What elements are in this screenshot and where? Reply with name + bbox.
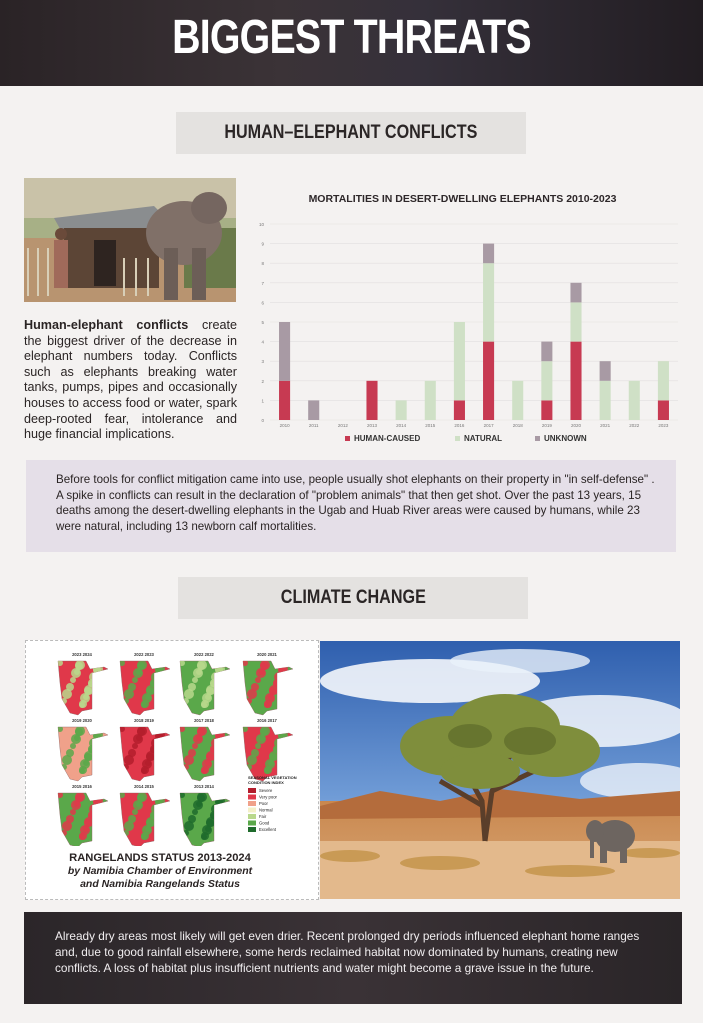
title-banner <box>0 0 703 86</box>
map-year-label: 2016 2017 <box>257 718 277 723</box>
map-year-label: 2014 2015 <box>134 784 154 789</box>
x-tick-label: 2022 <box>629 423 640 428</box>
legend-label: NATURAL <box>464 434 503 443</box>
y-tick-label: 1 <box>261 398 264 404</box>
bar-natural-2015 <box>425 381 436 420</box>
legend-label: UNKNOWN <box>544 434 587 443</box>
legend-swatch <box>248 827 256 832</box>
map-year-label: 2019 2020 <box>72 718 92 723</box>
x-tick-label: 2014 <box>396 423 407 428</box>
legend-title: CONDITION INDEX <box>248 780 284 785</box>
page-title: BIGGEST THREATS <box>172 11 531 64</box>
y-tick-label: 6 <box>261 300 264 306</box>
y-tick-label: 2 <box>261 378 264 384</box>
bar-human-caused-2013 <box>366 381 377 420</box>
rangeland-map <box>119 718 170 781</box>
vegetation-index-legend <box>248 775 297 832</box>
legend-label: Fair <box>259 814 267 820</box>
bar-unknown-2011 <box>308 400 319 420</box>
x-tick-label: 2020 <box>570 423 582 428</box>
rangeland-map <box>57 784 108 846</box>
rangeland-map <box>242 652 293 715</box>
intro-rest: create the biggest driver of the decrease in elephant numbers today. Conflicts such as elephants breaking water tanks, pumps, pipes and occasionally houses to access food or water, spark deep-rooted fear, intolerance and huge financial implications. <box>24 318 237 442</box>
chart-y-ticks <box>259 222 265 423</box>
bar-natural-2021 <box>600 381 611 420</box>
x-tick-label: 2010 <box>279 423 290 428</box>
x-tick-label: 2018 <box>512 423 523 428</box>
chart-title: MORTALITIES IN DESERT-DWELLING ELEPHANTS 2010-2023 <box>308 193 617 205</box>
x-tick-label: 2013 <box>366 423 378 428</box>
legend-swatch <box>248 801 256 806</box>
legend-swatch <box>248 788 256 793</box>
y-tick-label: 10 <box>258 222 264 227</box>
rangeland-map <box>179 718 230 781</box>
desert-tree-elephant-photo <box>320 641 680 899</box>
y-tick-label: 9 <box>261 241 264 247</box>
y-tick-label: 8 <box>261 261 264 267</box>
x-tick-label: 2023 <box>658 423 669 428</box>
rangeland-map <box>119 784 170 846</box>
legend-label: Excellent <box>259 827 276 833</box>
bar-unknown-2021 <box>600 361 611 381</box>
intro-paragraph <box>24 318 237 443</box>
section-heading-climate <box>178 577 528 619</box>
bar-natural-2023 <box>658 361 669 400</box>
map-year-label: 2020 2021 <box>257 652 277 657</box>
section-heading-conflicts <box>176 112 526 154</box>
bar-human-caused-2016 <box>454 400 465 420</box>
legend-label: Severe <box>259 788 273 794</box>
rangeland-map <box>179 652 230 715</box>
x-tick-label: 2017 <box>483 423 494 428</box>
bar-natural-2022 <box>629 381 640 420</box>
bar-human-caused-2017 <box>483 342 494 420</box>
x-tick-label: 2012 <box>337 423 348 428</box>
section-title-climate: CLIMATE CHANGE <box>280 587 426 608</box>
rangeland-map <box>57 652 108 715</box>
y-tick-label: 7 <box>261 280 264 286</box>
map-year-label: 2022 2022 <box>194 652 214 657</box>
rangeland-map <box>242 718 293 781</box>
legend-swatch <box>248 814 256 819</box>
legend-swatch <box>248 821 256 826</box>
legend-swatch <box>345 436 350 441</box>
bar-natural-2020 <box>570 302 581 341</box>
chart-bars <box>279 244 669 420</box>
x-tick-label: 2019 <box>541 423 552 428</box>
bar-human-caused-2010 <box>279 381 290 420</box>
legend-title: SEASONAL VEGETATION <box>248 775 297 780</box>
intro-bold: Human-elephant conflicts <box>24 318 189 332</box>
rangeland-map <box>179 784 230 846</box>
x-tick-label: 2015 <box>425 423 436 428</box>
legend-swatch <box>248 808 256 813</box>
legend-swatch <box>455 436 460 441</box>
bar-natural-2019 <box>541 361 552 400</box>
bar-natural-2017 <box>483 263 494 341</box>
map-year-label: 2018 2019 <box>134 718 154 723</box>
elephant-house-photo <box>24 178 236 302</box>
conflict-summary-text: Before tools for conflict mitigation came into use, people usually shot elephants on their property in "in self-defense" . A spike in conflicts can result in the declaration of "problem animals" that then get shot. Over the past 13 years, 15 deaths among the desert-dwelling elephants in the Ugab and Huab River areas were caused by humans, while 23 were natural, including 13 newborn calf mortalities. <box>56 473 655 533</box>
bar-unknown-2010 <box>279 322 290 381</box>
bar-unknown-2019 <box>541 342 552 362</box>
bar-human-caused-2019 <box>541 400 552 420</box>
map-year-label: 2023 2024 <box>72 652 92 657</box>
y-tick-label: 3 <box>261 359 264 365</box>
map-year-label: 2013 2014 <box>194 784 214 789</box>
x-tick-label: 2011 <box>308 423 319 428</box>
bar-natural-2018 <box>512 381 523 420</box>
y-tick-label: 4 <box>261 339 264 345</box>
legend-swatch <box>535 436 540 441</box>
bar-human-caused-2023 <box>658 400 669 420</box>
bar-unknown-2020 <box>570 283 581 303</box>
legend-label: Normal <box>259 807 273 813</box>
mortality-chart <box>250 210 680 455</box>
bar-unknown-2017 <box>483 244 494 264</box>
legend-label: Very poor <box>259 794 277 800</box>
rangeland-map <box>119 652 170 715</box>
y-tick-label: 0 <box>261 418 264 423</box>
legend-label: Poor <box>259 801 268 807</box>
bar-natural-2014 <box>396 400 407 420</box>
caption-line-2: and Namibia Rangelands Status <box>80 878 240 890</box>
bar-natural-2016 <box>454 322 465 400</box>
map-year-label: 2017 2018 <box>194 718 214 723</box>
y-tick-label: 5 <box>261 320 264 325</box>
climate-summary-text: Already dry areas most likely will get even drier. Recent prolonged dry periods influenced elephant home ranges and, due to good rainfall elsewhere, some herds reclaimed habitat now dominated by humans, creating new conflicts. A loss of habitat plus insufficient nutrients and water might become a grave issue in the future. <box>55 929 640 975</box>
rangeland-map <box>57 718 108 781</box>
x-tick-label: 2021 <box>600 423 611 428</box>
x-tick-label: 2016 <box>454 423 465 428</box>
legend-label: HUMAN-CAUSED <box>354 434 421 443</box>
section-title-conflicts: HUMAN–ELEPHANT CONFLICTS <box>224 122 478 143</box>
legend-label: Good <box>259 820 270 826</box>
chart-gridlines <box>270 224 678 420</box>
legend-swatch <box>248 795 256 800</box>
chart-legend <box>345 434 587 443</box>
rangelands-maps <box>26 641 318 846</box>
caption-title: RANGELANDS STATUS 2013-2024 <box>69 852 251 864</box>
map-year-label: 2015 2016 <box>72 784 92 789</box>
map-year-label: 2022 2023 <box>134 652 154 657</box>
chart-x-ticks <box>280 423 669 428</box>
bar-human-caused-2020 <box>570 342 581 420</box>
rangelands-caption <box>25 852 295 891</box>
caption-line-1: by Namibia Chamber of Environment <box>67 865 253 877</box>
